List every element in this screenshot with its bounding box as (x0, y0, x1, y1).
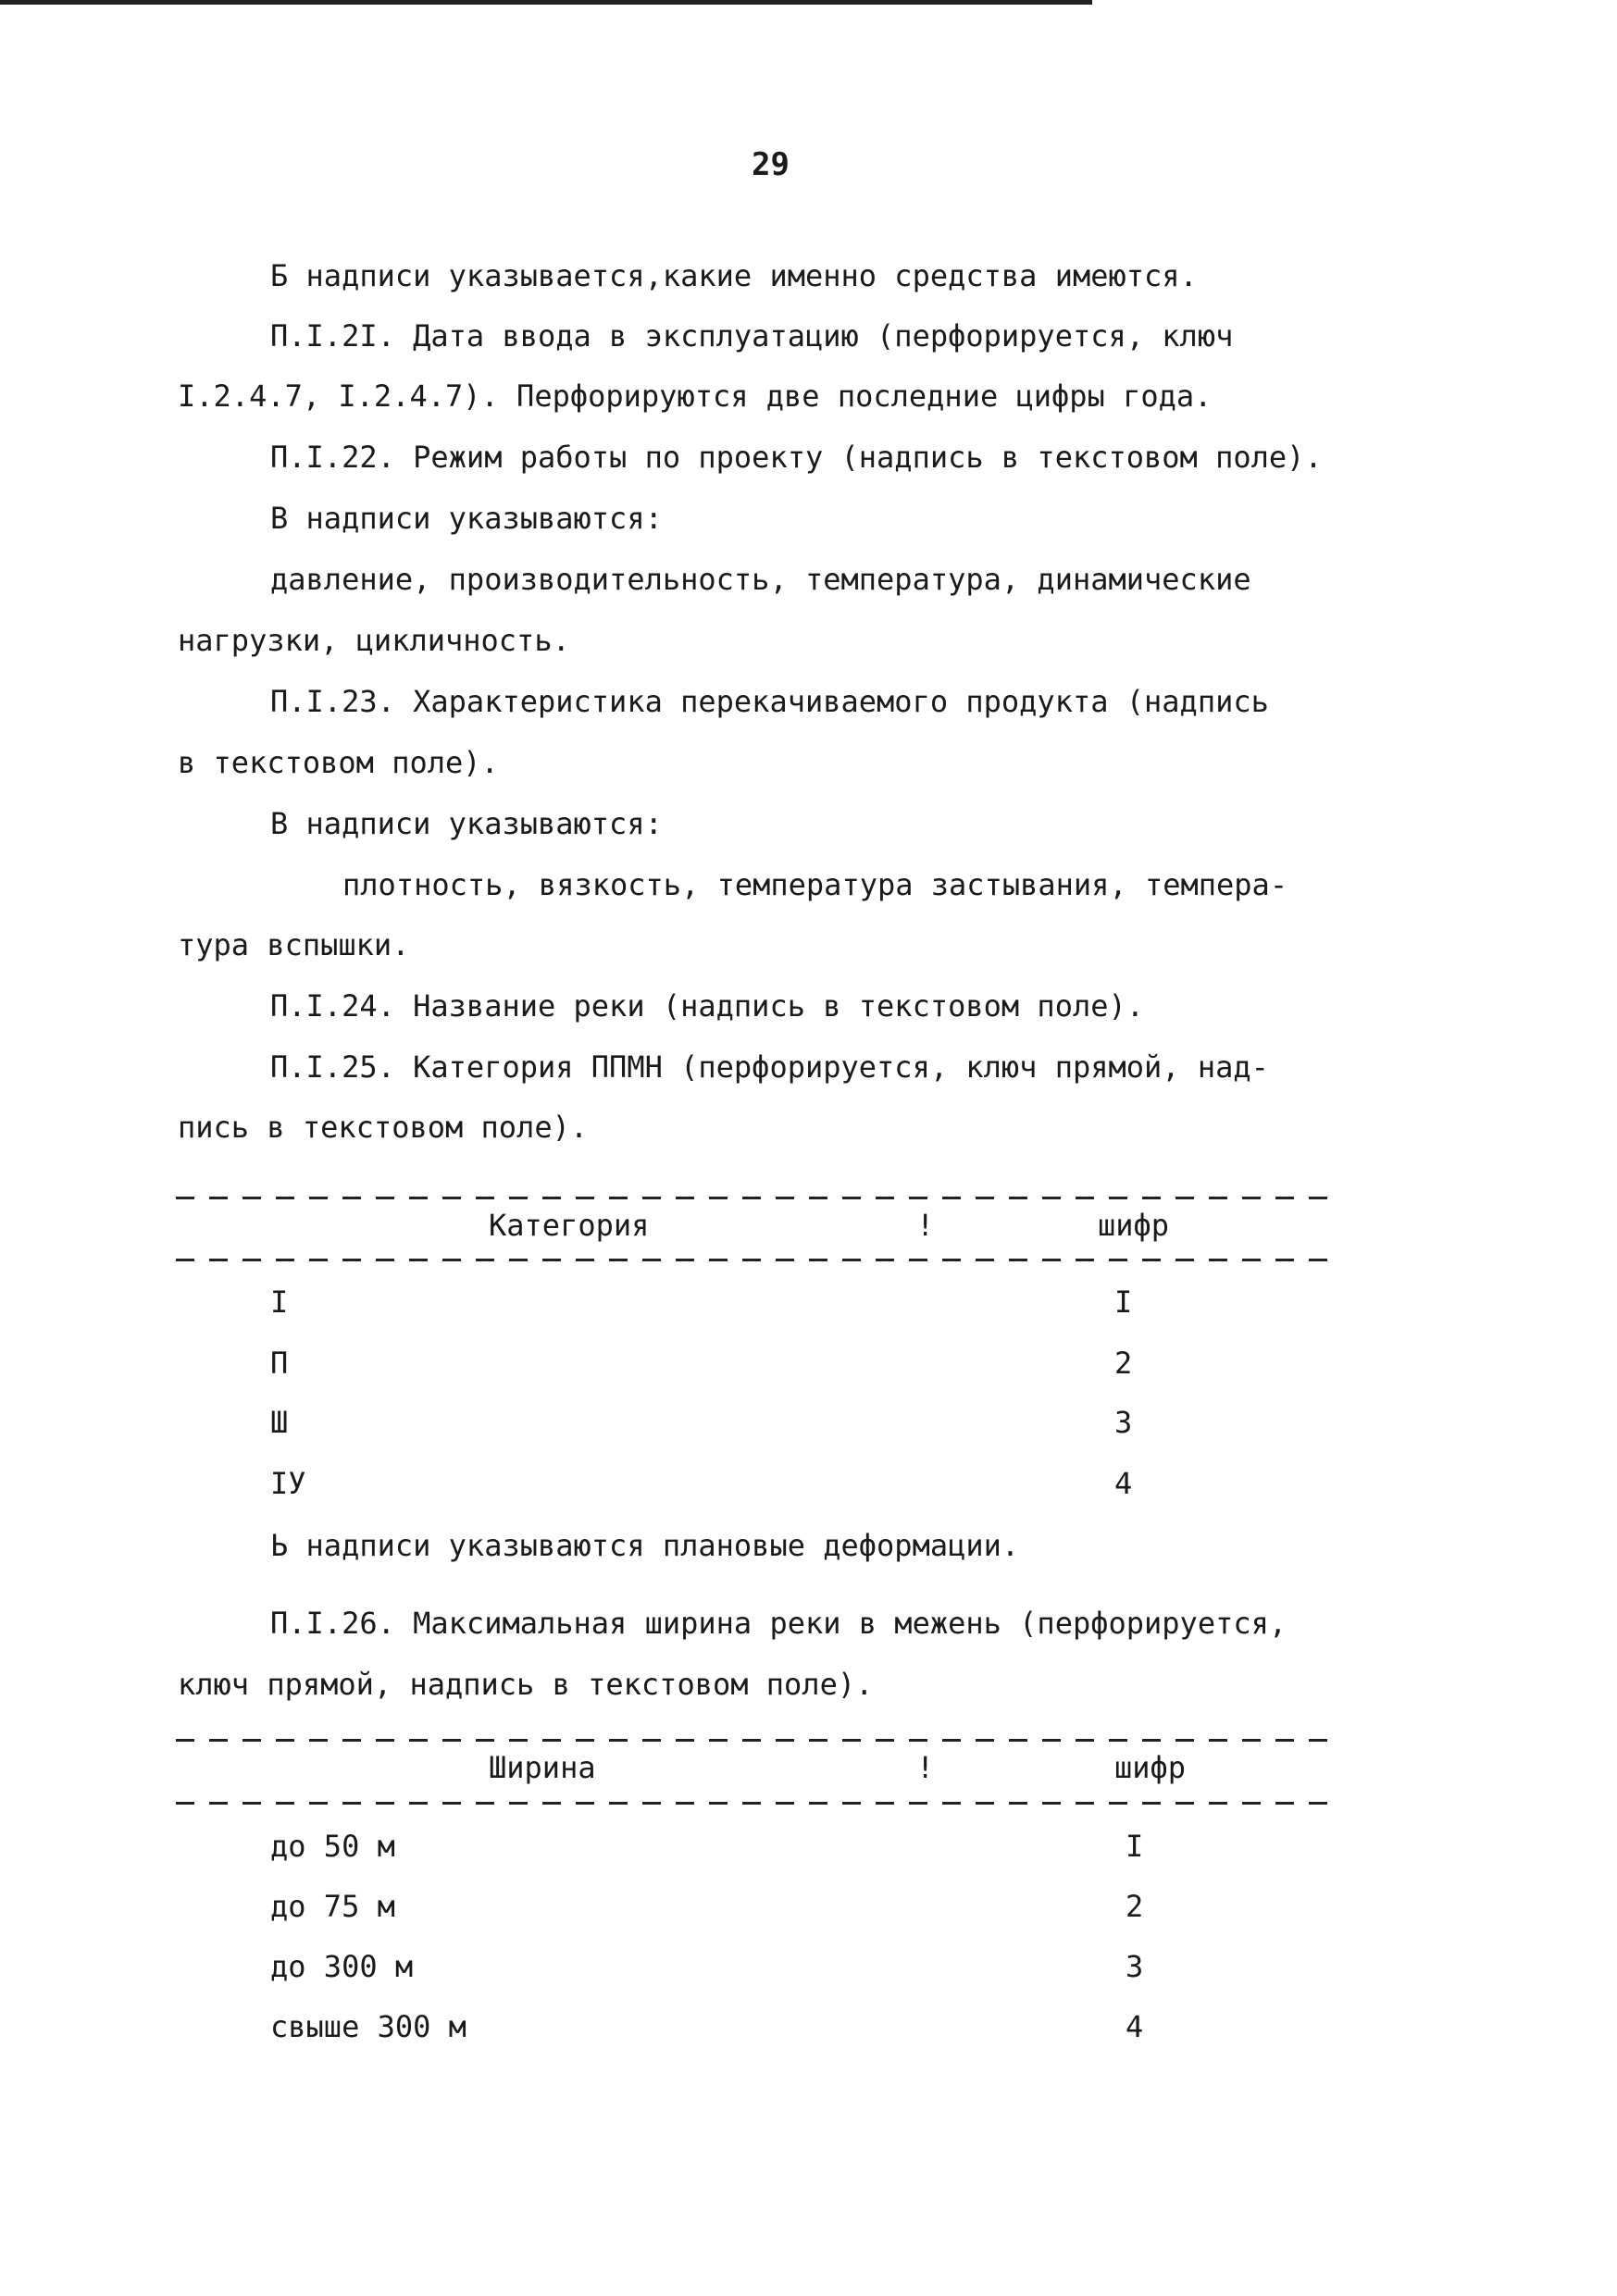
paragraph-line: П.I.24. Название реки (надпись в текстовом поле). (270, 988, 1145, 1024)
page-number: 29 (752, 146, 790, 183)
table-header-category: Категория (489, 1208, 650, 1243)
table-cell-width: свыше 300 м (270, 2009, 466, 2044)
table-rule (176, 1197, 1333, 1199)
table-cell-category: I (270, 1285, 289, 1320)
table-header-code: шифр (1114, 1750, 1187, 1785)
table-cell-width: до 50 м (270, 1829, 395, 1864)
table-cell-code: 2 (1114, 1346, 1133, 1381)
table-cell-category: Ш (270, 1405, 289, 1440)
paragraph-line: тура вспышки. (178, 927, 410, 962)
paragraph-line: П.I.2I. Дата ввода в эксплуатацию (перфорируется, ключ (270, 318, 1234, 354)
table-rule (176, 1802, 1333, 1805)
paragraph-line: В надписи указываются: (270, 806, 663, 841)
paragraph-line: пись в текстовом поле). (178, 1110, 589, 1145)
table-cell-code: 4 (1126, 2009, 1144, 2044)
paragraph-line: давление, производительность, температура, динамические (270, 562, 1251, 597)
paragraph-line: П.I.26. Максимальная ширина реки в межень (перфорируется, (270, 1606, 1287, 1641)
paragraph-line: I.2.4.7, I.2.4.7). Перфорируются две последние цифры года. (178, 379, 1213, 414)
table-cell-code: I (1114, 1285, 1133, 1320)
table-cell-category: П (270, 1346, 289, 1381)
table-cell-code: 2 (1126, 1889, 1144, 1924)
table-header-width: Ширина (489, 1750, 596, 1785)
table-header-code: шифр (1098, 1208, 1170, 1243)
paragraph-line: в текстовом поле). (178, 745, 499, 780)
paragraph-line: П.I.25. Категория ППМН (перфорируется, ключ прямой, над- (270, 1049, 1269, 1085)
table-rule (176, 1739, 1333, 1742)
paragraph-line: плотность, вязкость, температура застывания, темпера- (342, 867, 1288, 902)
paragraph-line: П.I.22. Режим работы по проекту (надпись в текстовом поле). (270, 440, 1323, 475)
table-header-separator: ! (916, 1750, 935, 1785)
table-cell-category: IУ (270, 1466, 306, 1501)
table-cell-width: до 300 м (270, 1949, 414, 1984)
table-cell-code: 4 (1114, 1466, 1133, 1501)
table-cell-width: до 75 м (270, 1889, 395, 1924)
paragraph-line: П.I.23. Характеристика перекачиваемого продукта (надпись (270, 684, 1269, 719)
table-rule (176, 1259, 1333, 1261)
paragraph-line: нагрузки, цикличность. (178, 623, 570, 658)
paragraph-line: ключ прямой, надпись в текстовом поле). (178, 1667, 874, 1702)
paragraph-line: В надписи указываются: (270, 501, 663, 536)
paragraph-line: Ь надписи указываются плановые деформации. (270, 1528, 1020, 1563)
table-cell-code: 3 (1126, 1949, 1144, 1984)
table-cell-code: 3 (1114, 1405, 1133, 1440)
table-header-separator: ! (916, 1208, 935, 1243)
paragraph-line: Б надписи указывается,какие именно средства имеются. (270, 258, 1198, 293)
top-border-line (0, 0, 1092, 5)
table-cell-code: I (1126, 1829, 1144, 1864)
